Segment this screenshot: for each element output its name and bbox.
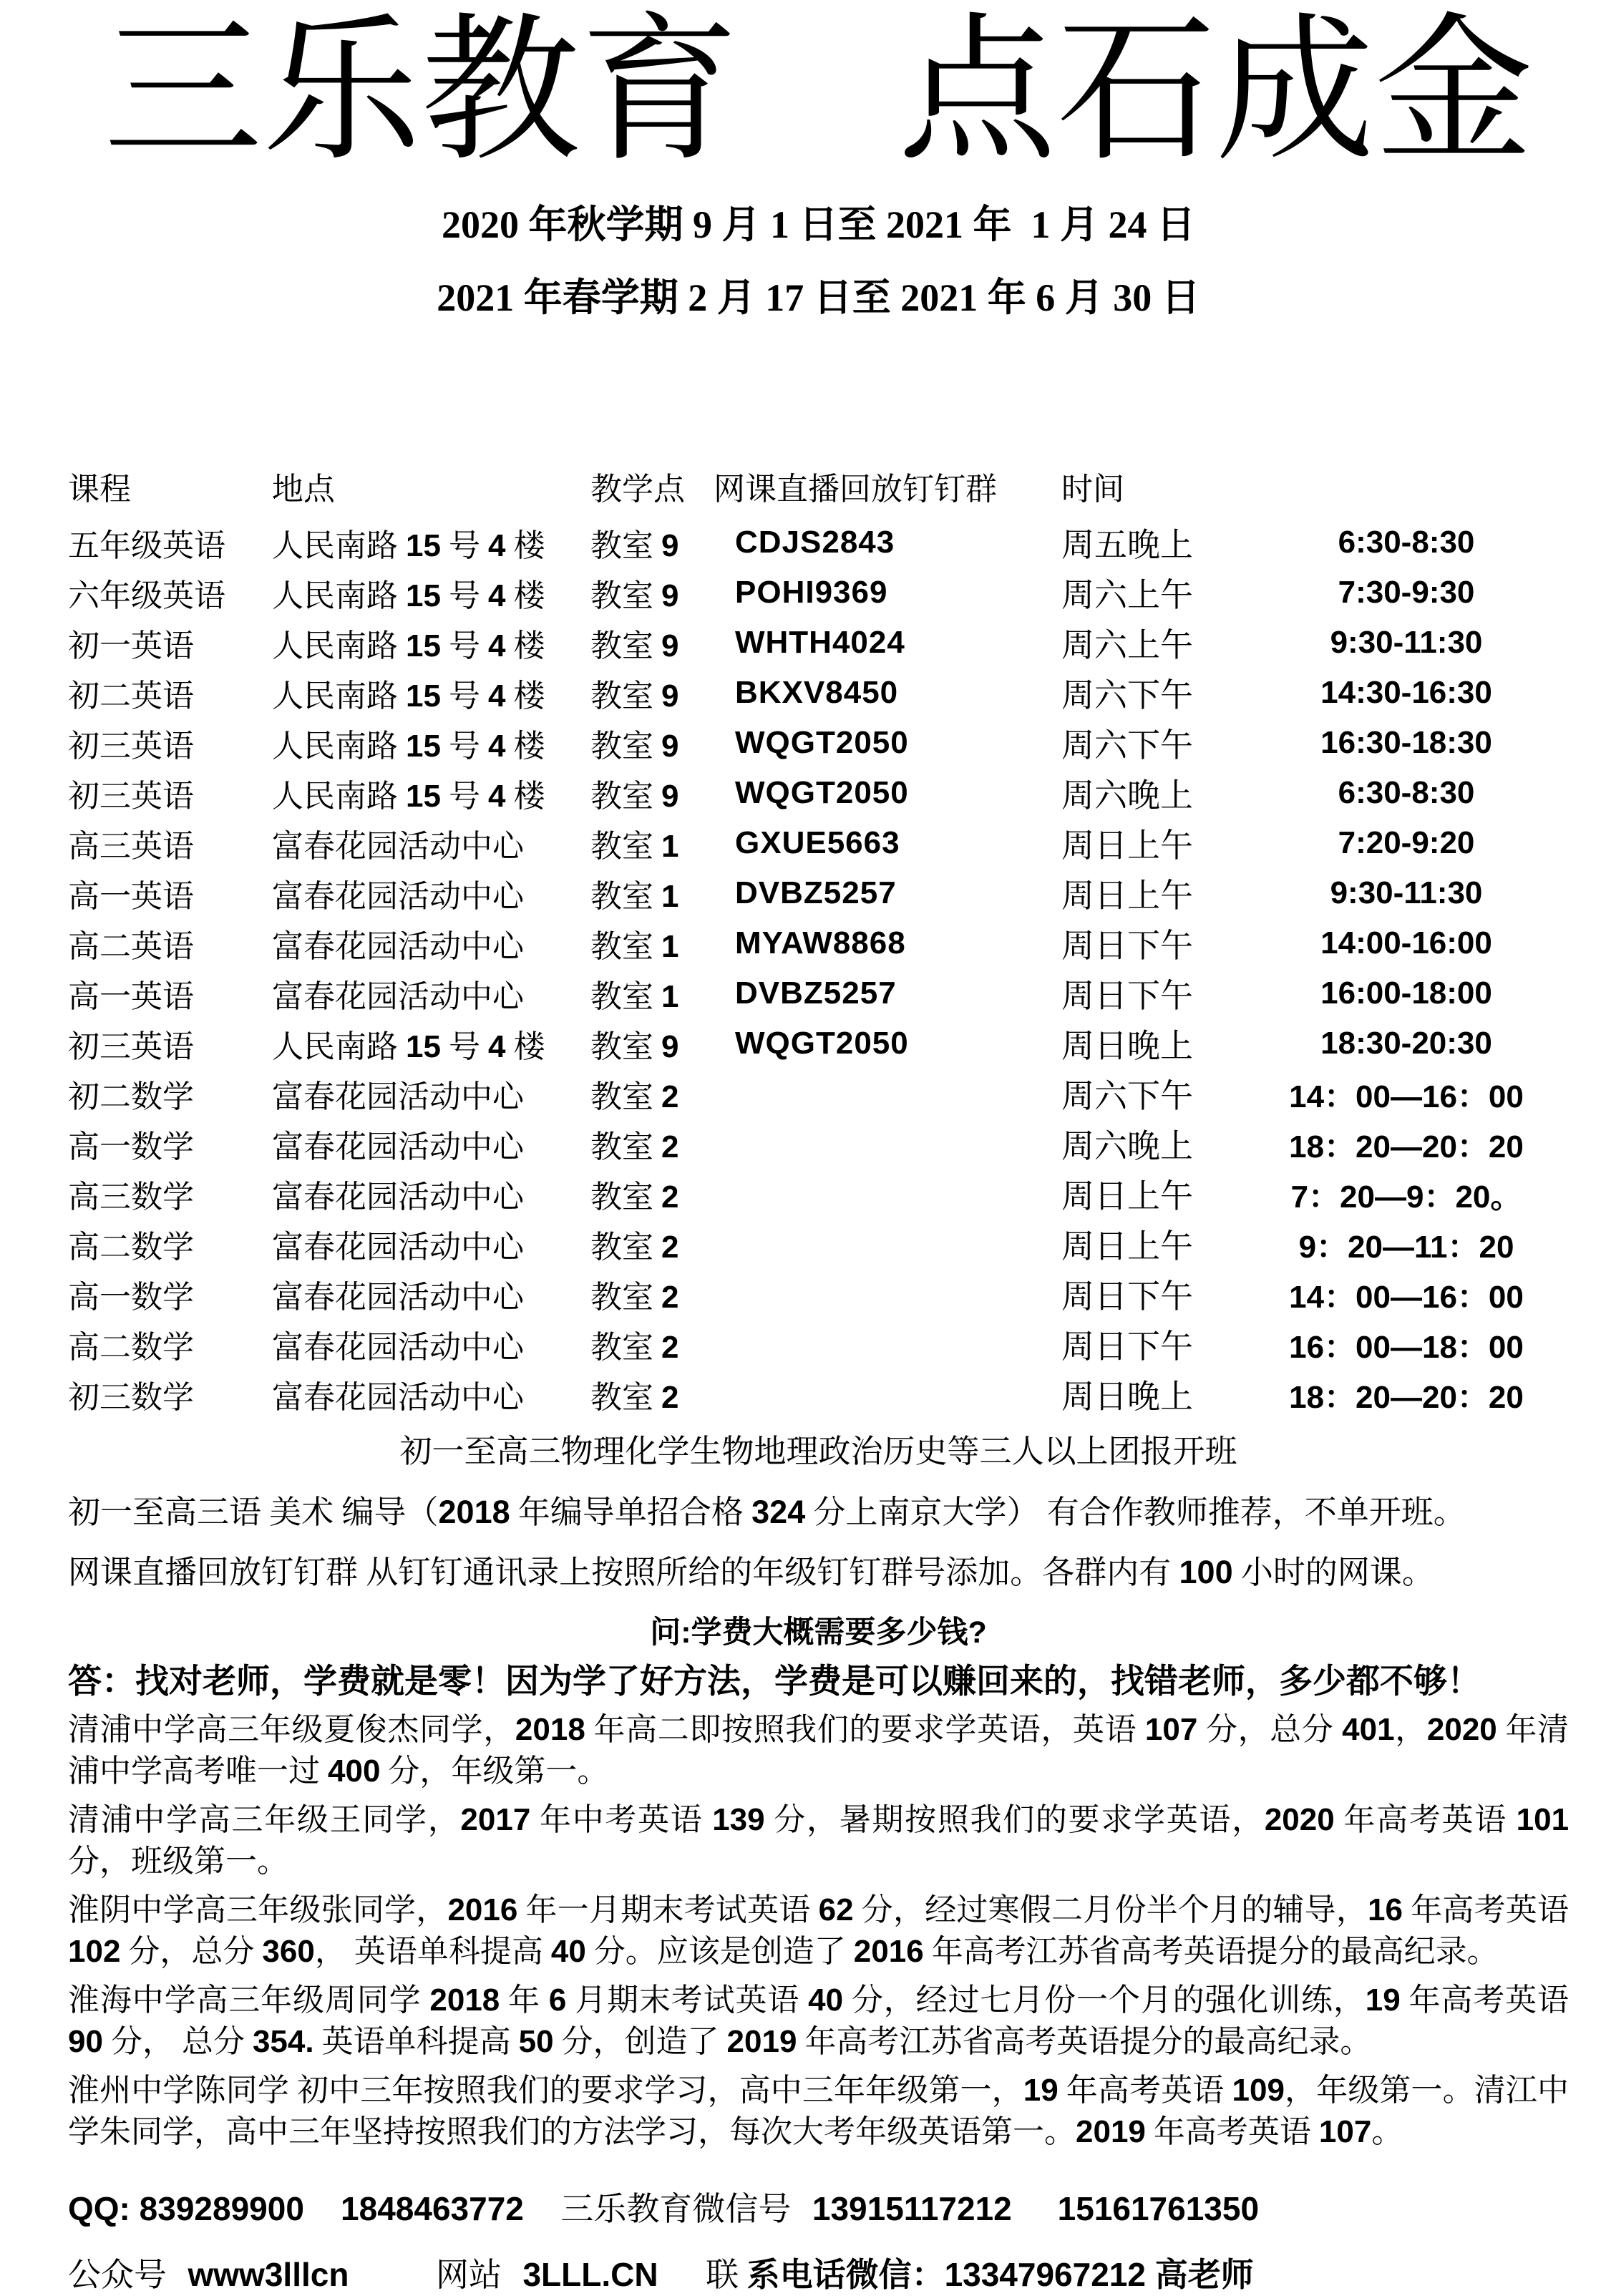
classroom-cell: 教室 9 xyxy=(590,528,679,564)
day-cell: 周五晚上 xyxy=(1061,527,1193,564)
testimonial-xiajunjie: 清浦中学高三年级夏俊杰同学，2018 年高二即按照我们的要求学英语，英语 107 分，总分 401，2020 年清浦中学高考唯一过 400 分，年级第一。 xyxy=(68,1712,1570,1789)
dingtalk-group-cell: MYAW8868 xyxy=(735,925,906,961)
dingtalk-group-cell: DVBZ5257 xyxy=(735,976,897,1011)
day-cell: 周六下午 xyxy=(1061,1078,1193,1115)
location-cell: 富春花园活动中心 xyxy=(272,1280,524,1315)
schedule-row xyxy=(68,1369,1569,1419)
note-art-media: 初一至高三语 美术 编导（2018 年编导单招合格 324 分上南京大学） 有合作教师推荐，不单开班。 xyxy=(68,1493,1466,1530)
location-cell: 人民南路 15 号 4 楼 xyxy=(272,779,545,814)
course-cell: 高一数学 xyxy=(68,1129,194,1165)
location-cell: 富春花园活动中心 xyxy=(272,1079,524,1115)
testimonial-zhou: 淮海中学高三年级周同学 2018 年 6 月期末考试英语 40 分，经过七月份一个月的强化训练，19 年高考英语 90 分， 总分 354. 英语单科提高 50 分，创造了 2019 年高考江苏省高考英语提分的最高纪录。 xyxy=(68,1983,1570,2060)
dingtalk-group-cell: POHI9369 xyxy=(735,575,888,611)
testimonial-zhang: 淮阴中学高三年级张同学，2016 年一月期末考试英语 62 分，经过寒假二月份半个月的辅导，16 年高考英语 102 分，总分 360， 英语单科提高 40 分。应该是创造了 2016 年高考江苏省高考英语提分的最高纪录。 xyxy=(68,1892,1570,1970)
header-location: 地点 xyxy=(272,472,335,507)
course-cell: 初三英语 xyxy=(68,779,194,814)
time-cell: 14：00—16：00 xyxy=(1289,1280,1524,1315)
day-cell: 周六下午 xyxy=(1061,677,1193,714)
flyer-page xyxy=(0,4,1601,2296)
day-cell: 周六晚上 xyxy=(1061,1128,1193,1165)
schedule-row xyxy=(68,1269,1569,1319)
schedule-row xyxy=(68,618,1569,668)
course-cell: 初一英语 xyxy=(68,628,194,664)
course-cell: 五年级英语 xyxy=(68,528,225,564)
time-cell: 18：20—20：20 xyxy=(1289,1380,1524,1416)
note-group-enroll: 初一至高三物理化学生物地理政治历史等三人以上团报开班 xyxy=(399,1434,1237,1470)
location-cell: 人民南路 15 号 4 楼 xyxy=(272,729,545,764)
time-cell: 9：20—11：20 xyxy=(1298,1230,1514,1265)
course-cell: 初三数学 xyxy=(68,1380,194,1416)
schedule-row xyxy=(68,668,1569,718)
location-cell: 人民南路 15 号 4 楼 xyxy=(272,528,545,564)
location-cell: 人民南路 15 号 4 楼 xyxy=(272,628,545,664)
day-cell: 周日晚上 xyxy=(1061,1028,1193,1065)
classroom-cell: 教室 9 xyxy=(590,578,679,614)
location-cell: 富春花园活动中心 xyxy=(272,1330,524,1366)
day-cell: 周日上午 xyxy=(1061,1178,1193,1215)
location-cell: 人民南路 15 号 4 楼 xyxy=(272,1029,545,1065)
classroom-cell: 教室 2 xyxy=(590,1179,679,1215)
course-cell: 高一数学 xyxy=(68,1280,194,1315)
time-cell: 7:30-9:30 xyxy=(1338,575,1475,611)
contact-line-web xyxy=(68,2249,1569,2296)
time-cell: 14:00-16:00 xyxy=(1320,925,1492,961)
classroom-cell: 教室 2 xyxy=(590,1280,679,1315)
classroom-cell: 教室 9 xyxy=(590,678,679,714)
schedule-row xyxy=(68,868,1569,918)
time-cell: 16：00—18：00 xyxy=(1289,1330,1524,1366)
time-cell: 14：00—16：00 xyxy=(1289,1079,1524,1115)
testimonial-chen-zhu: 淮州中学陈同学 初中三年按照我们的要求学习，高中三年年级第一，19 年高考英语 109，年级第一。清江中学朱同学，高中三年坚持按照我们的方法学习，每次大考年级英语第一。2019 年高考英语 107。 xyxy=(68,2073,1570,2150)
location-cell: 富春花园活动中心 xyxy=(272,929,524,965)
location-cell: 富春花园活动中心 xyxy=(272,979,524,1015)
classroom-cell: 教室 9 xyxy=(590,628,679,664)
header-dingtalk-group: 网课直播回放钉钉群 xyxy=(714,472,997,507)
contact-line-qq xyxy=(68,2183,1569,2230)
phone-wechat: 系电话微信：13347967212 高老师 xyxy=(746,2256,1254,2294)
time-cell: 9:30-11:30 xyxy=(1330,625,1483,661)
dingtalk-group-cell: WQGT2050 xyxy=(735,1026,909,1061)
schedule-row xyxy=(68,1119,1569,1169)
classroom-cell: 教室 1 xyxy=(590,829,679,865)
page-title: 三乐教育 点石成金 xyxy=(103,4,1534,180)
tuition-question: 问:学费大概需要多少钱? xyxy=(650,1615,987,1650)
time-cell: 16:30-18:30 xyxy=(1320,725,1492,761)
classroom-cell: 教室 1 xyxy=(590,879,679,915)
schedule-row xyxy=(68,718,1569,768)
course-cell: 初二英语 xyxy=(68,678,194,714)
dingtalk-group-cell: WHTH4024 xyxy=(735,625,905,661)
semester-line-spring: 2021 年春学期 2 月 17 日至 2021 年 6 月 30 日 xyxy=(437,276,1200,320)
schedule-row xyxy=(68,818,1569,868)
schedule-body xyxy=(68,517,1569,1419)
wechat-label: 三乐教育微信号 xyxy=(560,2191,792,2228)
day-cell: 周日晚上 xyxy=(1061,1378,1193,1416)
dingtalk-group-cell: BKXV8450 xyxy=(735,675,899,711)
day-cell: 周日下午 xyxy=(1061,978,1193,1015)
location-cell: 人民南路 15 号 4 楼 xyxy=(272,678,545,714)
qq-numbers: QQ: 839289900 1848463772 xyxy=(68,2190,524,2228)
header-time: 时间 xyxy=(1061,472,1124,507)
mp-account: www3lllcn xyxy=(188,2256,349,2294)
location-cell: 富春花园活动中心 xyxy=(272,1380,524,1416)
time-cell: 18：20—20：20 xyxy=(1289,1129,1524,1165)
location-cell: 富春花园活动中心 xyxy=(272,1230,524,1265)
schedule-row xyxy=(68,517,1569,568)
dingtalk-group-cell: DVBZ5257 xyxy=(735,875,897,911)
dingtalk-group-cell: WQGT2050 xyxy=(735,725,909,761)
classroom-cell: 教室 9 xyxy=(590,779,679,814)
day-cell: 周日下午 xyxy=(1061,928,1193,965)
header-room: 教学点 xyxy=(590,472,685,507)
classroom-cell: 教室 2 xyxy=(590,1330,679,1366)
schedule-row xyxy=(68,1069,1569,1119)
dingtalk-group-cell: GXUE5663 xyxy=(735,825,900,861)
classroom-cell: 教室 2 xyxy=(590,1079,679,1115)
day-cell: 周六下午 xyxy=(1061,727,1193,764)
classroom-cell: 教室 2 xyxy=(590,1129,679,1165)
location-cell: 富春花园活动中心 xyxy=(272,829,524,865)
time-cell: 7:20-9:20 xyxy=(1338,825,1475,861)
course-cell: 高二数学 xyxy=(68,1330,194,1366)
course-cell: 高三数学 xyxy=(68,1179,194,1215)
day-cell: 周日上午 xyxy=(1061,1228,1193,1265)
time-cell: 6:30-8:30 xyxy=(1338,525,1475,560)
classroom-cell: 教室 1 xyxy=(590,979,679,1015)
header-course: 课程 xyxy=(68,472,131,507)
time-cell: 6:30-8:30 xyxy=(1338,775,1475,811)
schedule-row xyxy=(68,918,1569,968)
testimonial-wang: 清浦中学高三年级王同学，2017 年中考英语 139 分，暑期按照我们的要求学英语，2020 年高考英语 101 分，班级第一。 xyxy=(68,1802,1570,1879)
day-cell: 周日下午 xyxy=(1061,1278,1193,1315)
classroom-cell: 教室 1 xyxy=(590,929,679,965)
course-cell: 高一英语 xyxy=(68,879,194,915)
semester-line-fall: 2020 年秋学期 9 月 1 日至 2021 年 1 月 24 日 xyxy=(442,203,1195,246)
course-cell: 高三英语 xyxy=(68,829,194,865)
schedule-row xyxy=(68,768,1569,818)
schedule-row xyxy=(68,1219,1569,1269)
location-cell: 富春花园活动中心 xyxy=(272,879,524,915)
schedule-row xyxy=(68,968,1569,1018)
course-cell: 六年级英语 xyxy=(68,578,225,614)
course-cell: 初二数学 xyxy=(68,1079,194,1115)
time-cell: 7：20—9：20。 xyxy=(1290,1179,1522,1215)
schedule-row xyxy=(68,1018,1569,1069)
day-cell: 周日上午 xyxy=(1061,827,1193,865)
location-cell: 富春花园活动中心 xyxy=(272,1179,524,1215)
site-url: 3LLL.CN xyxy=(522,2256,658,2294)
tuition-answer: 答：找对老师，学费就是零！因为学了好方法，学费是可以赚回来的，找错老师，多少都不够！ xyxy=(68,1661,1481,1700)
day-cell: 周日上午 xyxy=(1061,877,1193,915)
wechat-numbers: 13915117212 15161761350 xyxy=(812,2190,1260,2228)
classroom-cell: 教室 2 xyxy=(590,1230,679,1265)
mp-label: 公众号 xyxy=(68,2257,167,2294)
time-cell: 18:30-20:30 xyxy=(1320,1026,1492,1061)
phone-prefix: 联 xyxy=(706,2257,739,2294)
time-cell: 9:30-11:30 xyxy=(1330,875,1483,911)
dingtalk-group-cell: CDJS2843 xyxy=(735,525,895,560)
classroom-cell: 教室 9 xyxy=(590,1029,679,1065)
classroom-cell: 教室 9 xyxy=(590,729,679,764)
location-cell: 富春花园活动中心 xyxy=(272,1129,524,1165)
location-cell: 人民南路 15 号 4 楼 xyxy=(272,578,545,614)
day-cell: 周六晚上 xyxy=(1061,777,1193,814)
schedule-header-row xyxy=(68,463,1569,507)
course-cell: 高一英语 xyxy=(68,979,194,1015)
course-cell: 高二英语 xyxy=(68,929,194,965)
classroom-cell: 教室 2 xyxy=(590,1380,679,1416)
note-dingtalk: 网课直播回放钉钉群 从钉钉通讯录上按照所给的年级钉钉群号添加。各群内有 100 小时的网课。 xyxy=(68,1554,1434,1591)
course-cell: 初三英语 xyxy=(68,1029,194,1065)
site-label: 网站 xyxy=(435,2257,502,2294)
schedule-row xyxy=(68,1319,1569,1369)
dingtalk-group-cell: WQGT2050 xyxy=(735,775,909,811)
course-cell: 高二数学 xyxy=(68,1230,194,1265)
time-cell: 16:00-18:00 xyxy=(1320,976,1492,1011)
course-cell: 初三英语 xyxy=(68,729,194,764)
schedule-table xyxy=(68,463,1569,1419)
day-cell: 周六上午 xyxy=(1061,627,1193,664)
time-cell: 14:30-16:30 xyxy=(1320,675,1492,711)
schedule-row xyxy=(68,1169,1569,1219)
day-cell: 周日下午 xyxy=(1061,1328,1193,1366)
schedule-row xyxy=(68,568,1569,618)
day-cell: 周六上午 xyxy=(1061,577,1193,614)
